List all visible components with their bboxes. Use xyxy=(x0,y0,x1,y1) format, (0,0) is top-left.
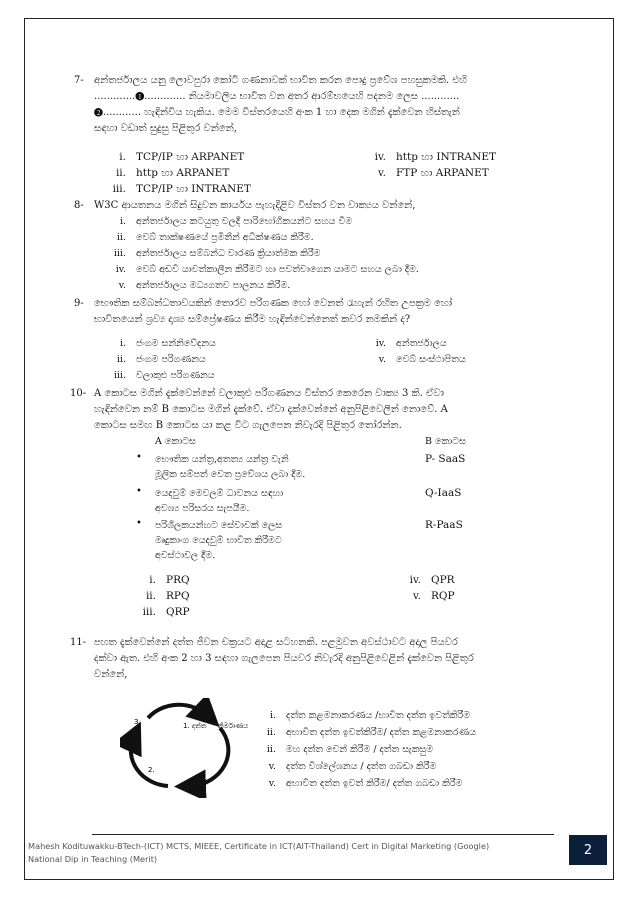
option-roman: i. xyxy=(149,574,156,586)
question-text-line: සඳහා වඩාත් සුදුසු පිළිතුර වන්නේ, xyxy=(94,123,237,134)
part-a-item-line: යෙදවුම් මෙවලම් ධාවනය සඳහා xyxy=(155,488,284,499)
question-9 xyxy=(74,296,578,328)
cycle-label-2: 2. xyxy=(148,766,155,774)
question-text-line: .............❶............. නියමාවලිය භාවිත වන අතර ආරම්භයෙහි පදනම ලෙස ............ xyxy=(94,91,460,102)
cycle-arrow xyxy=(190,728,228,786)
cycle-label-1: 1. දත්ත xyxy=(183,722,207,730)
option-roman: iii. xyxy=(113,370,126,381)
option-roman: ii. xyxy=(266,727,276,738)
question-7 xyxy=(74,73,578,137)
option-roman: iii. xyxy=(142,606,156,618)
option-roman: ii. xyxy=(145,590,156,602)
option-roman: ii. xyxy=(266,744,276,755)
part-a-item xyxy=(155,452,385,482)
question-text-line: W3C ආයතනය මගින් සිදුවන කාර්යය පැහැදිළිව විස්තර වන වාක්‍යය වන්නේ, xyxy=(94,200,416,211)
part-a-heading: A කොටස xyxy=(155,436,196,447)
part-b-heading: B කොටස xyxy=(425,436,466,447)
option[interactable] xyxy=(100,352,206,367)
question-text-line: හැඳින්වෙන නම් B කොටස මගින් දැක්වේ. ඒවා දැක්වෙන්නේ අනුපිළිවෙලින් නොවේ. A xyxy=(94,404,448,415)
part-a-item xyxy=(155,486,385,516)
option[interactable] xyxy=(250,725,476,740)
question-text-line: A කොටස මගින් දැක්වෙන්නේ වලාකුළු පරිගණනය විස්තර කෙරෙන වාක්‍ය 3 කි. ඒවා xyxy=(94,388,444,399)
question-8 xyxy=(74,198,578,214)
option-text: RQP xyxy=(431,590,455,602)
part-a-item-line: මෘදුකාංග යෙදවුම් භාවිත කිරීමට xyxy=(155,535,282,546)
option-text: ජංගම සන්නිවේදනය xyxy=(136,338,216,349)
cycle-arrow xyxy=(148,705,208,718)
question-number: 10- xyxy=(70,388,87,399)
page-number: 2 xyxy=(569,835,607,865)
question-number: 7- xyxy=(74,75,84,86)
option[interactable] xyxy=(100,262,419,277)
option[interactable] xyxy=(100,230,314,245)
option-text: අන්තර්ජාලය සම්බන්ධ වාරණ ක්‍රියාත්මක කිරීම xyxy=(136,248,321,259)
option-roman: v. xyxy=(378,354,386,365)
option[interactable] xyxy=(360,352,466,367)
option-text: දත්ත විශ්ලේශනය / දත්ත ගබඩා කිරීම xyxy=(286,761,437,772)
bullet-icon: • xyxy=(136,486,142,497)
option-roman: iv. xyxy=(115,264,126,275)
option-text: TCP/IP හා ARPANET xyxy=(136,151,245,163)
option-roman: ii. xyxy=(115,167,126,179)
question-text-line: භාවිතයෙන් ශ්‍රව්‍ය දෘශ්‍ය සම්ප්‍රේෂණය කිරීම හැඳින්වෙන්නෙත් කවර නමකින් ද? xyxy=(94,314,411,325)
part-a-item-line: මූලික සම්පත් වෙත ප්‍රවේශය ලබා දීම. xyxy=(155,469,306,480)
option[interactable] xyxy=(360,336,447,351)
bullet-icon: • xyxy=(136,518,142,529)
footer xyxy=(28,840,548,866)
option[interactable] xyxy=(100,368,215,383)
option-roman: i. xyxy=(269,710,276,721)
option-text: වෙබ් තාක්ෂණයේ ප්‍රමිතීන් අධීක්ෂණය කිරීම. xyxy=(136,232,314,243)
option[interactable] xyxy=(100,214,352,229)
option-roman: iv. xyxy=(409,574,421,586)
option[interactable] xyxy=(100,150,244,165)
option-text: දත්ත කළමනාකරණය /භාවිත දත්ත ඉවත්කිරීම xyxy=(286,710,471,721)
option[interactable] xyxy=(100,336,216,351)
option-roman: v. xyxy=(118,280,126,291)
part-b-item: R-PaaS xyxy=(425,519,463,531)
option-roman: iv. xyxy=(374,151,386,163)
option[interactable] xyxy=(130,605,190,620)
cycle-label-1b: නිර්මාණය xyxy=(218,722,249,730)
option-roman: i. xyxy=(119,338,126,349)
option[interactable] xyxy=(395,589,455,604)
option-roman: v. xyxy=(412,590,421,602)
part-a-item-line: අවශ්‍ය පරිසරය සැපයීම. xyxy=(155,503,250,514)
option-text: අන්තර්ජාලය xyxy=(396,338,447,349)
cycle-arrow xyxy=(131,736,168,786)
option-text: FTP හා ARPANET xyxy=(396,167,489,179)
option-roman: v. xyxy=(268,761,276,772)
option-roman: i. xyxy=(119,216,126,227)
question-text-line: භෞතික සම්බන්ධතාවයකින් තොරව පරිගණක හෝ වෙනත් රැහැන් රහිත උපක්‍රම හෝ xyxy=(94,298,453,309)
option-text: TCP/IP හා INTRANET xyxy=(136,183,251,195)
option[interactable] xyxy=(360,166,489,181)
question-text-line: පහත දැක්වෙන්නේ දත්ත ජීවන චක්‍රයට අදාළ සටහනකි. පළමුවන අවස්ථාවට අදාල පියවර xyxy=(94,637,458,648)
option-text: QPR xyxy=(431,574,455,586)
option-text: වෙබ් අඩවි යාවත්කාලීන කිරීමට හා පවත්වාගෙන යාමට සහය ලබා දීම. xyxy=(136,264,419,275)
part-b-item: P- SaaS xyxy=(425,453,466,465)
question-number: 9- xyxy=(74,298,84,309)
question-text-line: දක්වා ඇත. එහි අංක 2 හා 3 සඳහා ගැලපෙන පියවර නිවැරදි අනුපිළිවෙළින් දැක්වෙන පිළිතුර xyxy=(94,653,474,664)
footer-divider xyxy=(92,834,554,835)
option-text: ජංගම පරිගණනය xyxy=(136,354,206,365)
option[interactable] xyxy=(100,246,321,261)
option[interactable] xyxy=(130,589,190,604)
option-roman: iv. xyxy=(375,338,386,349)
question-11 xyxy=(70,635,578,683)
option-text: අන්තර්ජාලය කටයුතු වලදී පාරිභෝගිකයන්ට සහය වීම xyxy=(136,216,353,227)
option[interactable] xyxy=(250,708,470,723)
option[interactable] xyxy=(250,742,433,757)
question-text-line: අන්තර්ජාලය යනු ලොවපුරා කෝටි ගණනාවක් භාවිත කරන පොදු ප්‍රවේශ පහසුකමකි. එහි xyxy=(94,75,468,86)
option-text: අභාවිත දත්ත ඉවත් කිරීම/ දත්ත ගබඩා කිරීම xyxy=(286,778,463,789)
option[interactable] xyxy=(360,150,496,165)
question-10 xyxy=(70,386,578,434)
option-roman: ii. xyxy=(116,232,126,243)
option[interactable] xyxy=(250,759,436,774)
option[interactable] xyxy=(100,166,229,181)
option[interactable] xyxy=(130,573,190,588)
part-a-item-line: භෞතික යන්ත්‍ර,අතත්‍ය යන්ත්‍ර වැනි xyxy=(155,454,289,465)
option-text: වෙබ් සංස්ථාපිතය xyxy=(396,354,466,365)
part-a-item-line: පරිශීලකයන්හට සේවාවක් ලෙස xyxy=(155,520,283,531)
option-text: මහ දත්ත වෙන් කිරීම / දත්ත සැකසුම xyxy=(286,744,434,755)
part-a-item-line: අවස්ථාවල දීම. xyxy=(155,550,216,561)
footer-credit-2: National Dip in Teaching (Merit) xyxy=(28,854,158,864)
option[interactable] xyxy=(250,776,462,791)
question-text-line: ❷............ හැඳින්විය හැකිය. මෙම විස්තරයෙහි අංක 1 හා දෙක මගින් දැක්වෙන හිස්තැන් xyxy=(94,107,460,118)
footer-credit: Mahesh Kodituwakku-BTech-(ICT) MCTS, MIEEE, Certificate in ICT(AIT-Thailand) Cert in Digital Marketing (Google) xyxy=(28,841,490,851)
option-text: QRP xyxy=(166,606,190,618)
option-roman: v. xyxy=(377,167,386,179)
option-text: http හා ARPANET xyxy=(136,167,230,179)
question-text-line: වන්නේ, xyxy=(94,669,128,680)
option-roman: ii. xyxy=(116,354,126,365)
option-roman: v. xyxy=(268,778,276,789)
question-text-line: කොටස සමඟ B කොටස යා කළ විට ගැලපෙන නිවැරදි පිළිතුර තෝරන්න. xyxy=(94,420,402,431)
question-number: 11- xyxy=(70,637,87,648)
option-text: අභාවිත දත්ත ඉවත්කිරීම/ දත්ත කළමනාකරණය xyxy=(286,727,476,738)
option[interactable] xyxy=(100,182,251,197)
option-text: වලාකුළු පරිගණනය xyxy=(136,370,215,381)
option-roman: iii. xyxy=(112,183,126,195)
option-roman: i. xyxy=(119,151,126,163)
option-text: PRQ xyxy=(166,574,190,586)
option-text: http හා INTRANET xyxy=(396,151,496,163)
option-roman: iii. xyxy=(113,248,126,259)
option-text: RPQ xyxy=(166,590,190,602)
cycle-label-3: 3. xyxy=(134,718,141,726)
option-text: අන්තර්ජාලය මධ්‍යගතව පාලනය කිරීම. xyxy=(136,280,291,291)
option[interactable] xyxy=(395,573,455,588)
bullet-icon: • xyxy=(136,452,142,463)
part-b-item: Q-IaaS xyxy=(425,487,462,499)
part-a-item xyxy=(155,518,385,563)
question-number: 8- xyxy=(74,200,84,211)
option[interactable] xyxy=(100,278,290,293)
